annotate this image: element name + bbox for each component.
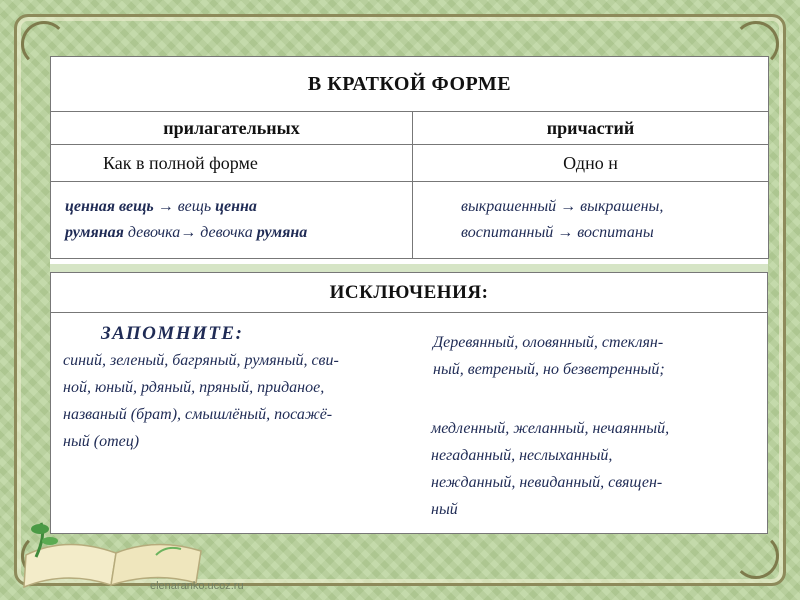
example-text: → вещь bbox=[153, 198, 216, 215]
text-line: негаданный, неслыханный, bbox=[431, 447, 613, 464]
text-line: медленный, желанный, нечаянный, bbox=[431, 420, 670, 437]
header-adjectives: прилагательных bbox=[51, 112, 413, 145]
example-line bbox=[65, 220, 412, 246]
rule-adjectives: Как в полной форме bbox=[51, 145, 413, 182]
exceptions-box bbox=[50, 272, 768, 534]
exceptions-right-b bbox=[431, 415, 669, 523]
rules-table bbox=[50, 56, 769, 259]
rule-participles-text: Одно н bbox=[563, 152, 618, 173]
header-participles: причастий bbox=[413, 112, 769, 145]
title-row bbox=[51, 57, 769, 112]
examples-adjectives bbox=[51, 182, 413, 259]
example-line: воспитанный → воспитаны bbox=[461, 224, 654, 241]
text-line: Деревянный, оловянный, стеклян- bbox=[433, 334, 664, 351]
example-bold: румяна bbox=[256, 224, 308, 241]
text-line: ной, юный, рдяный, пряный, приданое, bbox=[63, 379, 325, 396]
example-bold: ценна bbox=[215, 198, 257, 215]
text-line: ный (отец) bbox=[63, 433, 140, 450]
exceptions-left-list bbox=[63, 347, 339, 455]
examples-row bbox=[51, 182, 769, 259]
corner-ornament bbox=[733, 533, 779, 579]
exceptions-title: ИСКЛЮЧЕНИЯ: bbox=[51, 273, 767, 313]
site-watermark: elenaranko.ucoz.ru bbox=[150, 580, 244, 592]
rule-row bbox=[51, 145, 769, 182]
example-text: девочка→ девочка bbox=[123, 224, 257, 241]
rule-participles bbox=[413, 145, 769, 182]
remember-heading: ЗАПОМНИТЕ: bbox=[101, 323, 244, 344]
text-line: ный, ветреный, но безветренный; bbox=[433, 361, 665, 378]
example-line: выкрашенный → выкрашены, bbox=[461, 198, 664, 215]
example-bold: румяная bbox=[65, 224, 124, 241]
exceptions-right-a bbox=[433, 329, 665, 383]
text-line: нежданный, невиданный, священ- bbox=[431, 474, 663, 491]
examples-participles bbox=[413, 182, 769, 259]
text-line: синий, зеленый, багряный, румяный, сви- bbox=[63, 352, 339, 369]
section-divider bbox=[50, 264, 768, 272]
page-title: В КРАТКОЙ ФОРМЕ bbox=[51, 57, 769, 112]
text-line: названый (брат), смышлёный, посажё- bbox=[63, 406, 333, 423]
example-line bbox=[65, 194, 412, 220]
header-row bbox=[51, 112, 769, 145]
example-bold: ценная вещь bbox=[65, 198, 154, 215]
text-line: ный bbox=[431, 501, 458, 518]
